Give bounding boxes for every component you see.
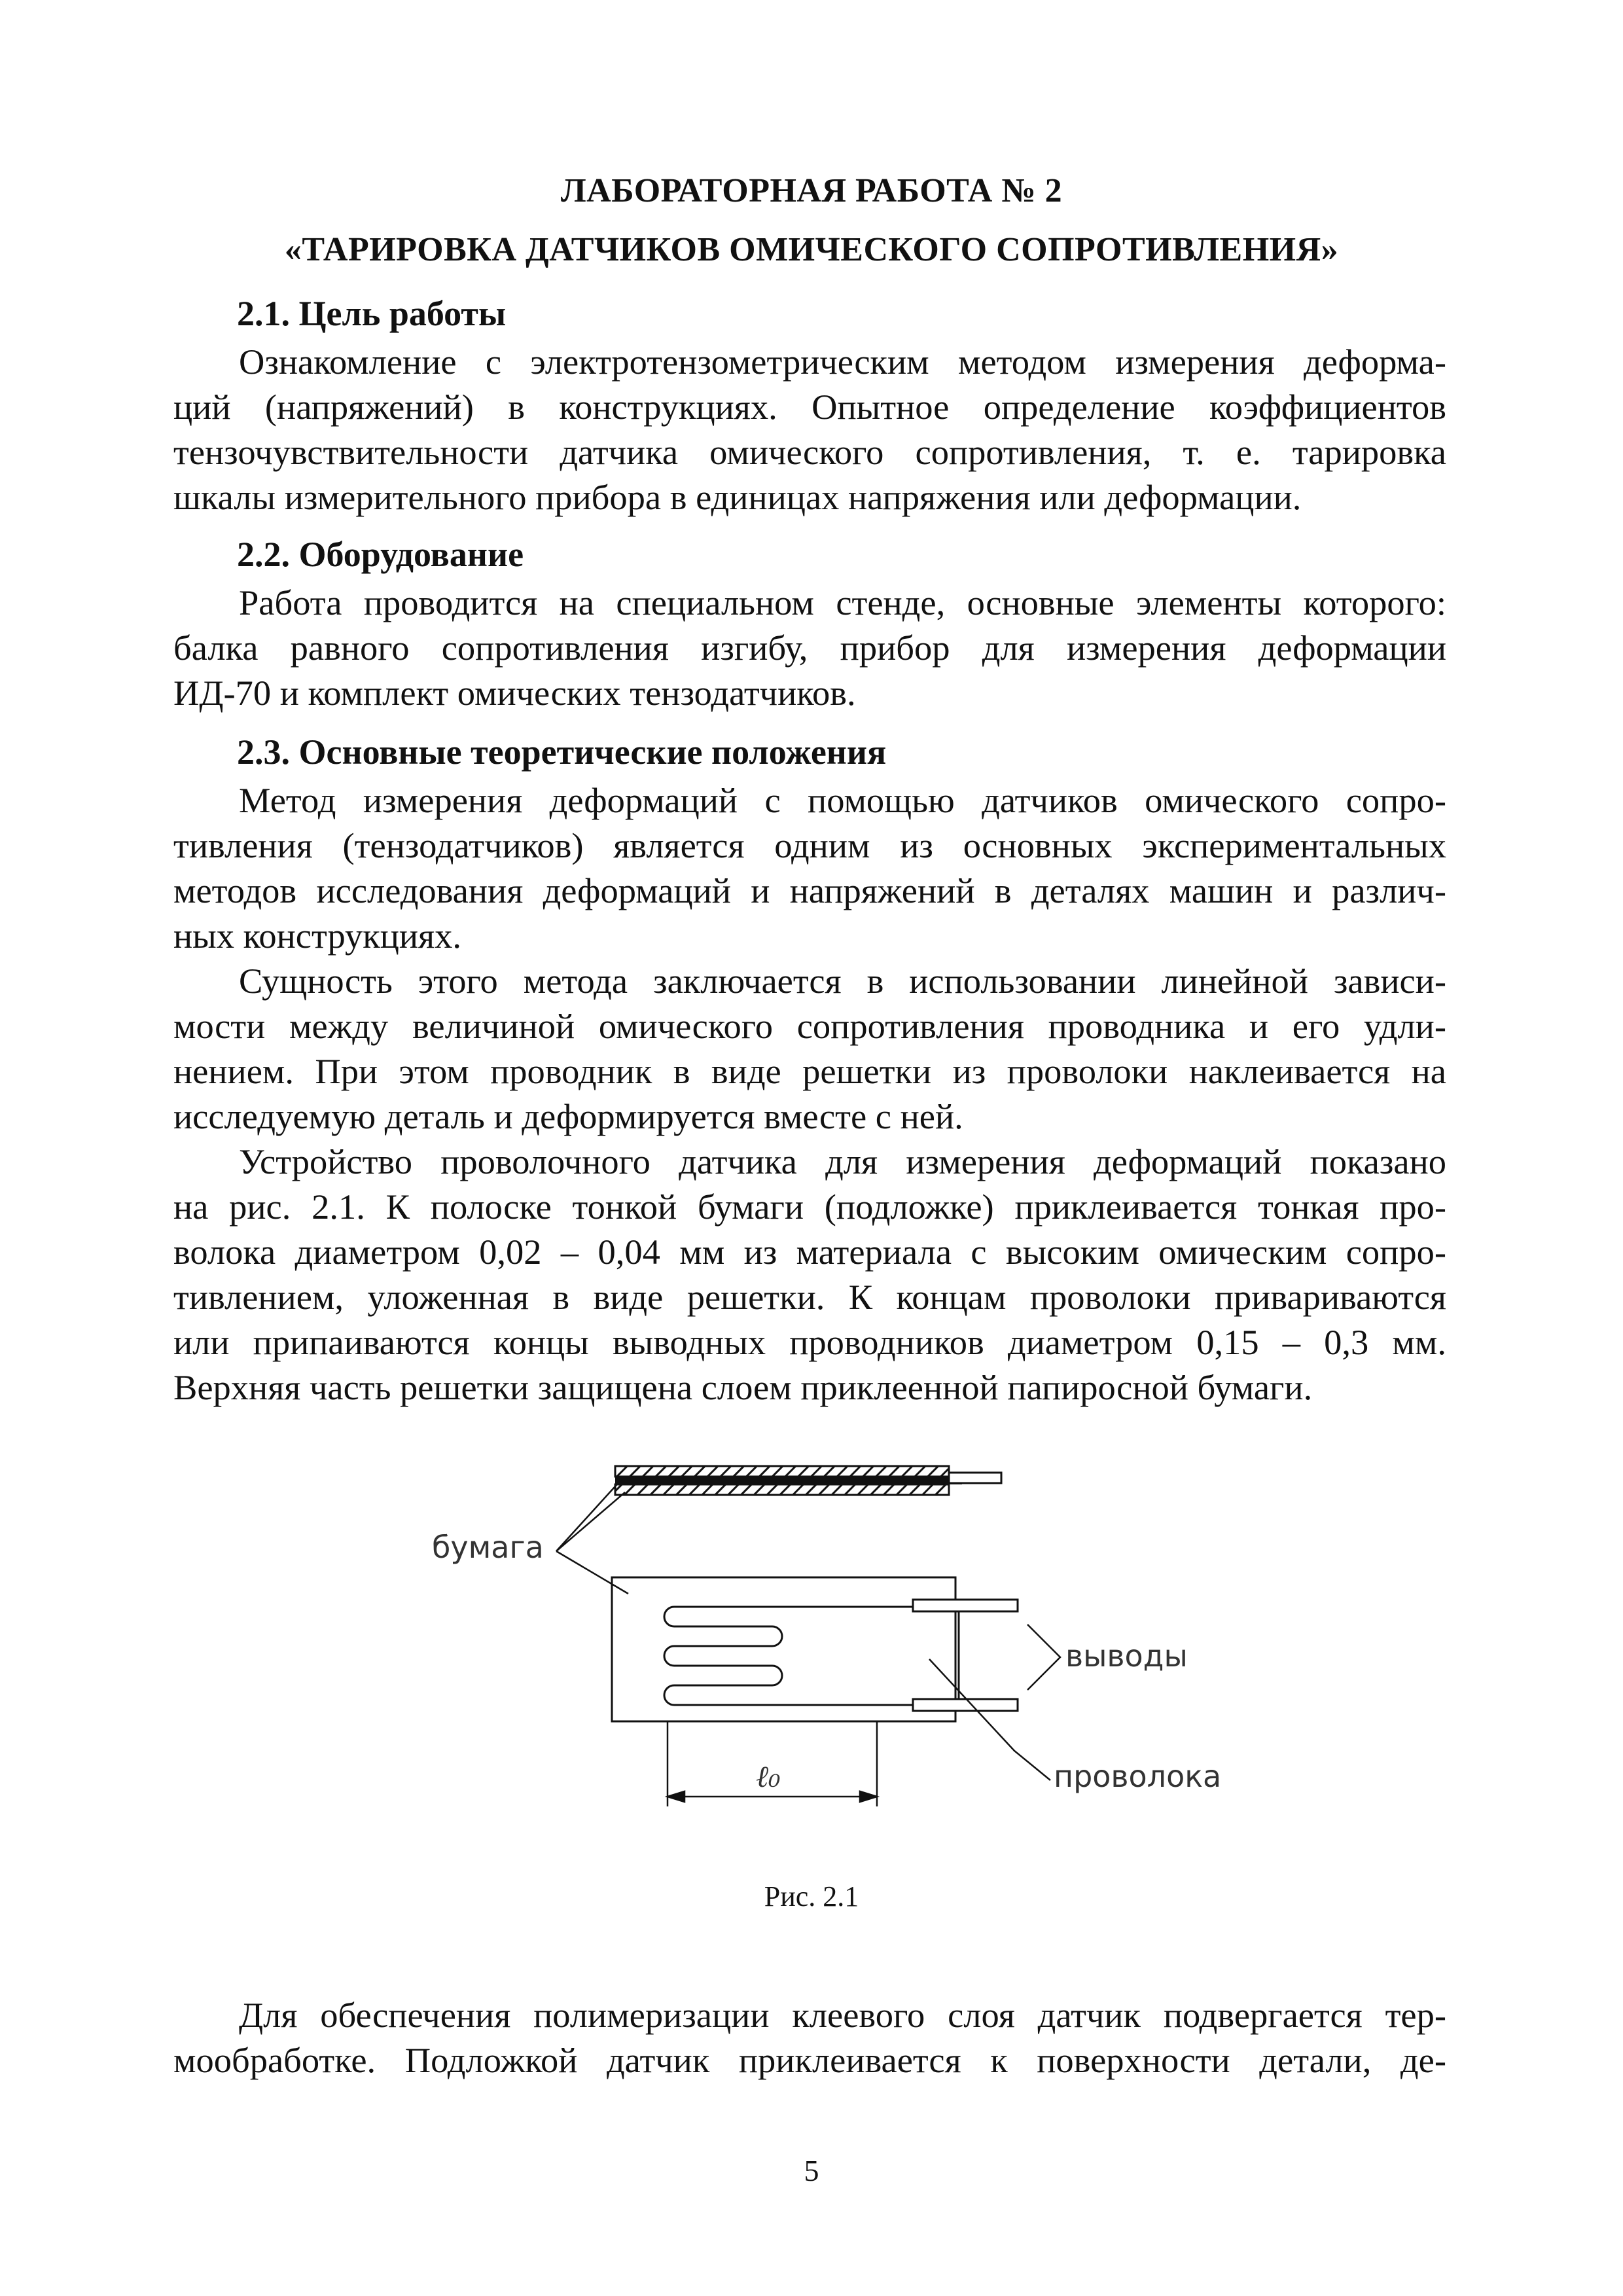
text-line: Верхняя часть решетки защищена слоем приклеенной папиросной бумаги. [173, 1367, 1313, 1407]
text-line: тивления (тензодатчиков) является одним из основных экспериментальных [173, 825, 1446, 865]
text-line: Для обеспечения полимеризации клеевого слоя датчик подвергается тер- [239, 1995, 1446, 2035]
text-line: ных конструкциях. [173, 916, 461, 956]
text-line: нением. При этом проводник в виде решетки из проволоки наклеивается на [173, 1051, 1446, 1091]
text-line: Устройство проволочного датчика для измерения деформаций показано [239, 1141, 1446, 1181]
text-line: или припаиваются концы выводных проводников диаметром 0,15 – 0,3 мм. [173, 1322, 1446, 1362]
strain-gauge-figure [406, 1453, 1243, 1820]
text-line: мости между величиной омического сопротивления проводника и его удли- [173, 1006, 1446, 1046]
heading-goal: 2.1. Цель работы [237, 294, 507, 333]
paragraph-theory-4 [173, 1992, 1446, 2083]
figure-caption: Рис. 2.1 [764, 1880, 859, 1912]
text-line: шкалы измерительного прибора в единицах напряжения или деформации. [173, 477, 1302, 517]
lab-title: ЛАБОРАТОРНАЯ РАБОТА № 2 [560, 172, 1063, 209]
text-line: ций (напряжений) в конструкциях. Опытное определение коэффициентов [173, 387, 1446, 427]
page-number: 5 [804, 2154, 819, 2187]
text-line: тивлением, уложенная в виде решетки. К концам проволоки привариваются [173, 1277, 1446, 1317]
text-line: исследуемую деталь и деформируется вместе с ней. [173, 1096, 963, 1136]
label-paper: бумага [432, 1530, 544, 1565]
text-line: Метод измерения деформаций с помощью датчиков омического сопро- [239, 780, 1446, 820]
text-line: Сущность этого метода заключается в использовании линейной зависи- [239, 961, 1446, 1001]
text-line: тензочувствительности датчика омического сопротивления, т. е. тарировка [173, 432, 1446, 472]
heading-theory: 2.3. Основные теоретические положения [237, 732, 887, 772]
text-line: волока диаметром 0,02 – 0,04 мм из материала с высоким омическим сопро- [173, 1232, 1446, 1272]
text-line: Работа проводится на специальном стенде, основные элементы которого: [239, 583, 1446, 622]
wire-leader-line [929, 1659, 1050, 1780]
lab-subtitle: «ТАРИРОВКА ДАТЧИКОВ ОМИЧЕСКОГО СОПРОТИВЛЕНИЯ» [284, 231, 1339, 268]
paragraph-theory-2 [173, 958, 1446, 1139]
gauge-top-view [612, 1577, 1018, 1721]
label-leads: выводы [1065, 1638, 1188, 1674]
paragraph-theory-3 [173, 1139, 1446, 1410]
gauge-cross-section [615, 1466, 1001, 1495]
text-line: балка равного сопротивления изгибу, прибор для измерения деформации [173, 628, 1446, 668]
heading-equipment: 2.2. Оборудование [237, 535, 524, 574]
text-line: Ознакомление с электротензометрическим методом измерения деформа- [239, 342, 1446, 382]
text-line: мообработке. Подложкой датчик приклеивается к поверхности детали, де- [173, 2040, 1446, 2080]
label-length: ℓ₀ [756, 1759, 781, 1794]
leads-leader-lines [1027, 1624, 1060, 1690]
text-line: методов исследования деформаций и напряжений в деталях машин и различ- [173, 870, 1446, 910]
text-line: на рис. 2.1. К полоске тонкой бумаги (подложке) приклеивается тонкая про- [173, 1187, 1446, 1227]
paragraph-goal [173, 339, 1446, 520]
paragraph-equipment [173, 580, 1446, 715]
label-wire: проволока [1054, 1759, 1222, 1794]
paragraph-theory-1 [173, 778, 1446, 958]
text-line: ИД-70 и комплект омических тензодатчиков. [173, 673, 856, 713]
